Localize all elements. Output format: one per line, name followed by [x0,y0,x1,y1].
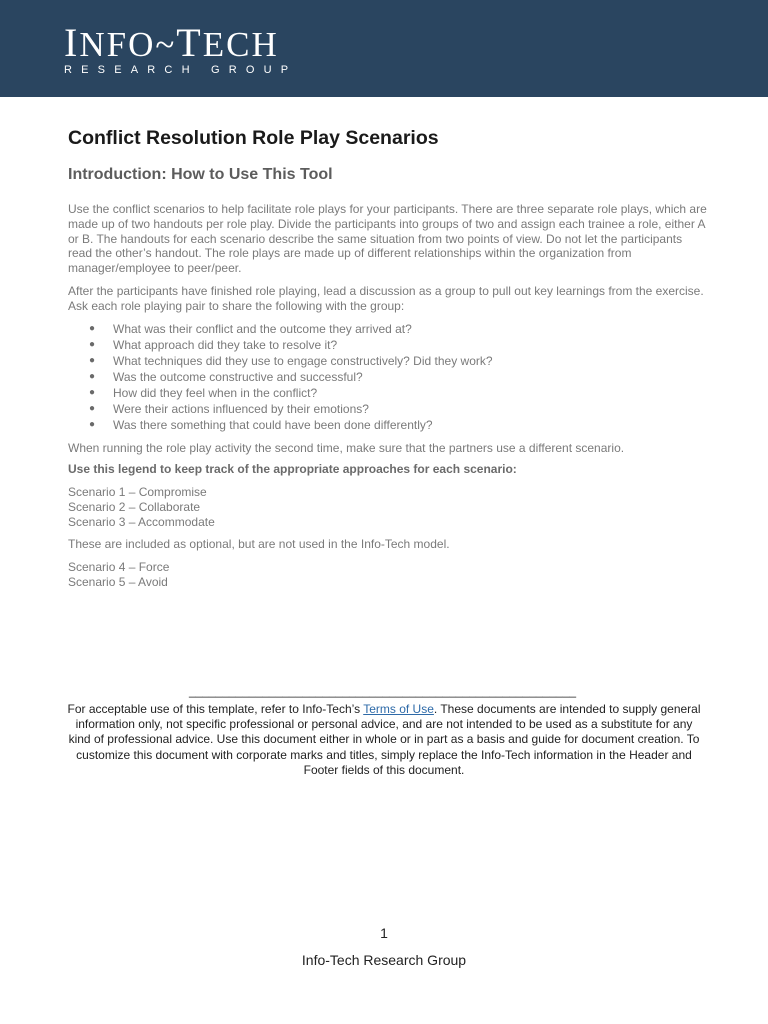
scenario-item: Scenario 5 – Avoid [68,574,168,589]
discussion-questions-list [68,321,708,433]
scenario-legend [68,485,708,529]
page-number: 1 [380,925,388,941]
footer-disclaimer [64,702,704,778]
list-item-text: Was the outcome constructive and successful? [113,369,363,384]
footer-organization: Info-Tech Research Group [301,952,467,968]
list-item [68,353,708,369]
section-heading: Introduction: How to Use This Tool [68,166,333,183]
logo-subtitle: RESEARCH GROUP [64,64,298,76]
page-header [0,0,768,97]
scenario-item: Scenario 1 – Compromise [68,485,207,500]
list-item [68,369,708,385]
list-item-text: What techniques did they use to engage constructively? Did they work? [113,353,493,368]
logo-text-ech: ECH [202,25,279,64]
list-item [68,385,708,401]
bullet-icon: ● [89,402,96,414]
scenario-item: Scenario 3 – Accommodate [68,514,215,529]
disclaimer-text: . These documents are intended to supply general information only, not specific professional or personal advice, and are not intended to be used as a substitute for any kind of professional advice. Use this document either in whole or in part as a basis and guide for document creation. To customize this document with corporate marks and titles, simply replace the Info-Tech information in the Header and Footer fields of this document. [68,702,701,777]
logo-text-nfo: NFO~ [79,25,177,64]
logo-letter-t: T [176,20,203,65]
legend-heading: Use this legend to keep track of the appropriate approaches for each scenario: [68,462,517,477]
logo-letter-i: I [64,20,80,65]
optional-scenario-legend [68,560,708,589]
intro-paragraph: Use the conflict scenarios to help facilitate role plays for your participants. There are three separate role plays, which are made up of two handouts per role play. Divide the participants into groups of two and assign each trainee a role, either A or B. The handouts for each scenario describe the same situation from two points of view. Do not let the participants read the other’s handout. The role plays are made up of different relationships within the organization from manager/employee to peer/peer. [68,202,707,276]
bullet-icon: ● [89,322,96,334]
terms-of-use-link[interactable]: Terms of Use [363,702,434,716]
disclaimer-text: For acceptable use of this template, refer to Info-Tech’s [67,702,364,716]
company-logo [64,20,279,65]
list-item [68,321,708,337]
bullet-icon: ● [89,354,96,366]
bullet-icon: ● [89,386,96,398]
bullet-icon: ● [89,418,96,430]
scenario-item: Scenario 4 – Force [68,559,170,574]
list-item-text: What was their conflict and the outcome they arrived at? [113,321,412,336]
list-item [68,401,708,417]
bullet-icon: ● [89,370,96,382]
bullet-icon: ● [89,338,96,350]
optional-note: These are included as optional, but are not used in the Info-Tech model. [68,537,450,552]
scenario-item: Scenario 2 – Collaborate [68,499,201,514]
list-item-text: How did they feel when in the conflict? [113,385,318,400]
list-item-text: What approach did they take to resolve it? [113,337,338,352]
list-item [68,337,708,353]
document-title: Conflict Resolution Role Play Scenarios [68,127,439,149]
list-item-text: Was there something that could have been done differently? [113,417,433,432]
document-body [68,126,708,589]
second-run-paragraph: When running the role play activity the second time, make sure that the partners use a different scenario. [68,440,625,455]
list-item-text: Were their actions influenced by their emotions? [113,401,369,416]
list-item [68,417,708,433]
discussion-paragraph: After the participants have finished role playing, lead a discussion as a group to pull out key learnings from the exercise. Ask each role playing pair to share the following with the group: [68,283,704,313]
footer-divider: __________________________________________________________ [188,684,577,698]
